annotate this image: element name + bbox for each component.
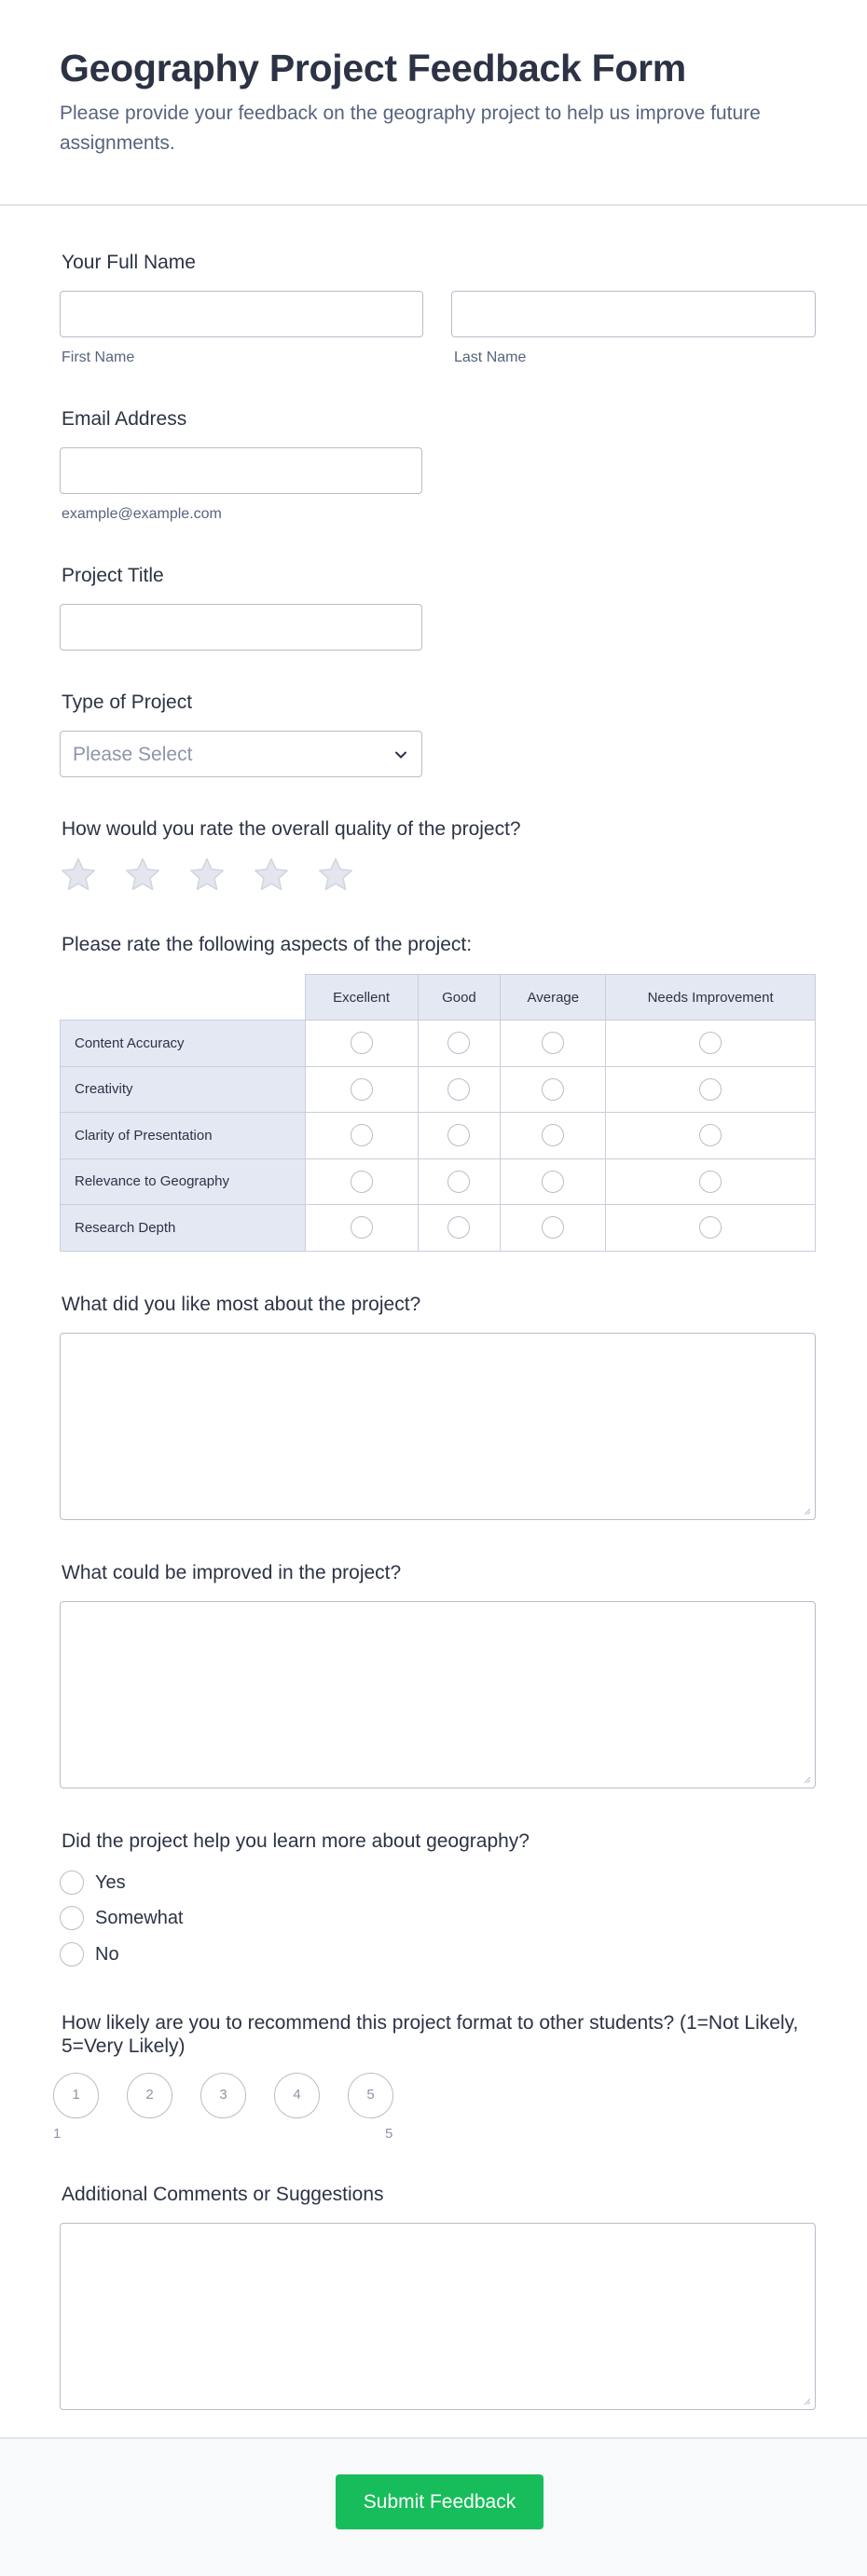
matrix-column-header: Average — [501, 975, 606, 1021]
matrix-radio[interactable] — [351, 1216, 373, 1239]
matrix-radio[interactable] — [351, 1124, 373, 1146]
matrix-column-header: Good — [418, 975, 501, 1021]
project-title-input[interactable] — [60, 604, 422, 651]
scale-option-2[interactable]: 2 — [127, 2073, 172, 2118]
liked-textarea[interactable] — [60, 1333, 816, 1520]
radio-button[interactable] — [60, 1870, 84, 1895]
matrix-radio[interactable] — [542, 1078, 564, 1101]
matrix-row-label: Clarity of Presentation — [61, 1113, 306, 1159]
star-icon[interactable] — [186, 855, 227, 896]
option-label: Somewhat — [95, 1908, 184, 1928]
matrix-radio[interactable] — [542, 1032, 564, 1054]
matrix-column-header: Excellent — [305, 975, 418, 1021]
matrix-radio[interactable] — [447, 1216, 470, 1239]
matrix-row — [61, 1021, 816, 1067]
matrix-radio[interactable] — [699, 1124, 722, 1146]
option-label: No — [95, 1944, 119, 1965]
matrix-radio[interactable] — [699, 1171, 722, 1193]
star-icon[interactable] — [315, 855, 356, 896]
matrix-radio[interactable] — [447, 1124, 470, 1146]
matrix-column-header: Needs Improvement — [606, 975, 816, 1021]
matrix-radio[interactable] — [351, 1032, 373, 1054]
matrix-radio[interactable] — [542, 1171, 564, 1193]
scale-option-5[interactable]: 5 — [348, 2073, 393, 2118]
star-icon[interactable] — [122, 855, 163, 896]
project-title-label: Project Title — [62, 565, 164, 586]
radio-button[interactable] — [60, 1906, 84, 1930]
first-name-sublabel: First Name — [62, 349, 135, 365]
form-header — [0, 0, 867, 206]
chevron-down-icon — [393, 747, 408, 762]
resize-grip-icon[interactable] — [804, 1508, 811, 1515]
matrix-row — [61, 1205, 816, 1252]
comments-label: Additional Comments or Suggestions — [62, 2184, 384, 2205]
matrix-corner — [61, 975, 306, 1021]
recommend-label: How likely are you to recommend this project format to other students? (1=Not Likely, 5=Very Likely) — [62, 2012, 799, 2057]
first-name-input[interactable] — [60, 291, 423, 337]
project-type-label: Type of Project — [62, 692, 193, 713]
matrix-radio[interactable] — [699, 1032, 722, 1054]
resize-grip-icon[interactable] — [804, 1776, 811, 1784]
matrix-row — [61, 1066, 816, 1113]
liked-label: What did you like most about the project? — [62, 1294, 421, 1315]
matrix-row-label: Creativity — [61, 1066, 306, 1113]
comments-textarea[interactable] — [60, 2223, 816, 2410]
option-label: Yes — [95, 1872, 126, 1893]
learned-label: Did the project help you learn more about geography? — [62, 1830, 530, 1852]
matrix-radio[interactable] — [542, 1124, 564, 1146]
submit-button[interactable]: Submit Feedback — [336, 2474, 544, 2529]
matrix-radio[interactable] — [542, 1216, 564, 1239]
matrix-radio[interactable] — [447, 1171, 470, 1193]
matrix-radio[interactable] — [351, 1078, 373, 1101]
resize-grip-icon[interactable] — [804, 2398, 811, 2405]
scale-min-caption: 1 — [53, 2126, 62, 2142]
page-title: Geography Project Feedback Form — [60, 47, 686, 89]
star-icon[interactable] — [58, 855, 99, 896]
project-type-select[interactable] — [60, 731, 422, 777]
matrix-row-label: Relevance to Geography — [61, 1158, 306, 1205]
scale-option-4[interactable]: 4 — [274, 2073, 320, 2118]
matrix-radio[interactable] — [447, 1032, 470, 1054]
matrix-radio[interactable] — [351, 1171, 373, 1193]
rating-matrix — [60, 974, 816, 1252]
scale-option-3[interactable]: 3 — [200, 2073, 246, 2118]
improve-label: What could be improved in the project? — [62, 1562, 402, 1583]
matrix-radio[interactable] — [699, 1216, 722, 1239]
project-type-placeholder: Please Select — [73, 744, 193, 765]
matrix-row — [61, 1113, 816, 1159]
matrix-radio[interactable] — [699, 1078, 722, 1101]
improve-textarea[interactable] — [60, 1601, 816, 1788]
matrix-row-label: Content Accuracy — [61, 1021, 306, 1067]
matrix-row — [61, 1158, 816, 1205]
rating-label: How would you rate the overall quality of the project? — [62, 818, 521, 840]
star-icon[interactable] — [251, 855, 292, 896]
page-subtitle: Please provide your feedback on the geography project to help us improve future assignments. — [60, 103, 761, 154]
email-label: Email Address — [62, 408, 187, 430]
form-footer — [0, 2437, 867, 2576]
last-name-input[interactable] — [451, 291, 816, 337]
matrix-radio[interactable] — [447, 1078, 470, 1101]
full-name-label: Your Full Name — [62, 252, 196, 273]
radio-button[interactable] — [60, 1942, 84, 1966]
email-input[interactable] — [60, 447, 422, 494]
last-name-sublabel: Last Name — [454, 349, 527, 365]
email-sublabel: example@example.com — [62, 506, 222, 522]
matrix-label: Please rate the following aspects of the project: — [62, 934, 473, 955]
matrix-row-label: Research Depth — [61, 1205, 306, 1252]
scale-option-1[interactable]: 1 — [53, 2073, 99, 2118]
scale-max-caption: 5 — [385, 2126, 393, 2142]
